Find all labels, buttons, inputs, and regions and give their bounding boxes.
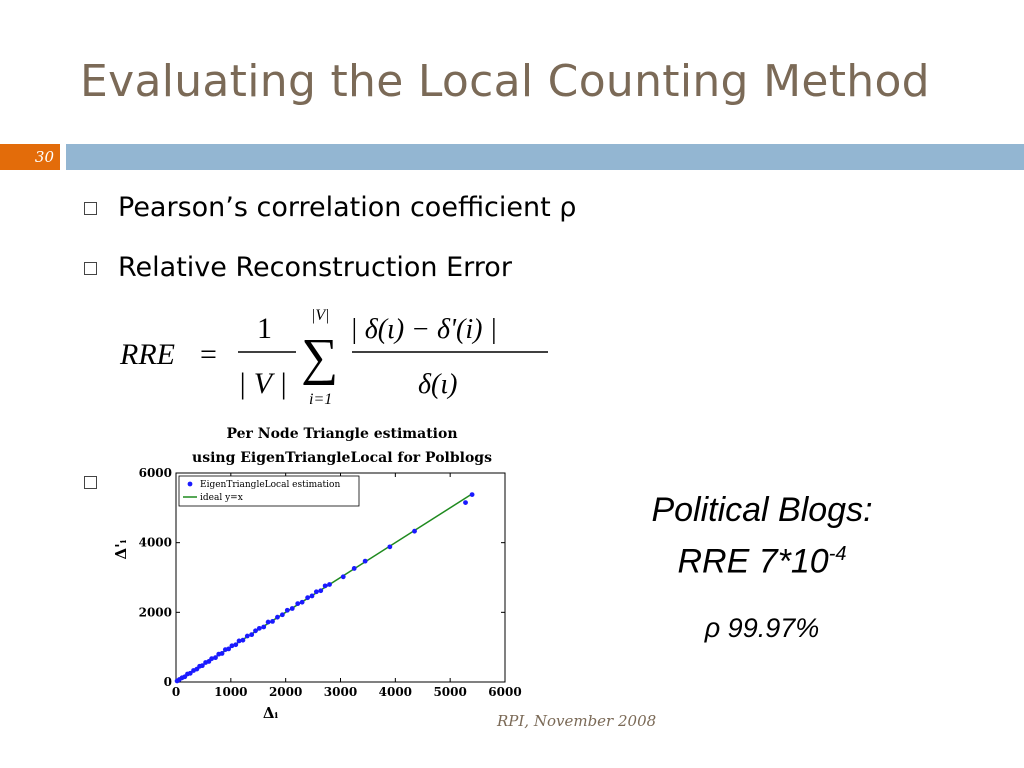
y-tick-label: 2000 xyxy=(138,605,172,620)
data-point xyxy=(363,559,368,564)
chart-title: Per Node Triangle estimation xyxy=(226,426,458,442)
formula-lhs: RRE xyxy=(120,338,175,371)
data-point xyxy=(318,588,323,593)
formula-numerator: | δ(ι) − δ'(i) | xyxy=(350,314,498,345)
data-point xyxy=(213,655,218,660)
slide-footer: RPI, November 2008 xyxy=(497,712,657,730)
data-point xyxy=(275,615,280,620)
x-tick-label: 2000 xyxy=(268,685,303,699)
y-tick-label: 0 xyxy=(163,675,172,689)
x-tick-label: 3000 xyxy=(323,685,358,699)
result-rre: RRE 7*10 xyxy=(677,542,829,581)
bullet-square-icon xyxy=(84,202,97,215)
result-rho: ρ 99.97% xyxy=(704,613,820,643)
data-point xyxy=(220,651,225,656)
x-tick-label: 0 xyxy=(171,685,181,699)
data-point xyxy=(341,574,346,579)
bullet-text: Pearson’s correlation coefficient ρ xyxy=(118,192,577,223)
y-tick-label: 6000 xyxy=(138,466,172,480)
rre-formula xyxy=(118,300,558,410)
x-tick-label: 6000 xyxy=(488,685,522,699)
result-line1: Political Blogs: xyxy=(651,491,873,529)
data-point xyxy=(323,583,328,588)
x-tick-label: 5000 xyxy=(433,685,467,699)
bullet-rre xyxy=(84,252,512,283)
slide-title: Evaluating the Local Counting Method xyxy=(80,56,930,107)
legend-label-ideal: ideal y=x xyxy=(200,493,243,503)
data-point xyxy=(240,638,245,643)
bullet-pearson xyxy=(84,192,576,223)
result-line2 xyxy=(592,532,932,583)
bullet-square-icon xyxy=(84,476,97,489)
data-point xyxy=(270,619,275,624)
header-rule xyxy=(66,144,1024,170)
data-point xyxy=(463,500,468,505)
slide-number: 30 xyxy=(34,148,54,166)
data-point xyxy=(249,632,254,637)
y-tick-label: 4000 xyxy=(138,535,172,550)
formula-sum-top: |V| xyxy=(311,307,330,324)
formula-denominator-v: | V | xyxy=(238,367,288,400)
chart-subtitle: using EigenTriangleLocal for Polblogs xyxy=(192,450,492,466)
data-point xyxy=(233,642,238,647)
x-tick-label: 4000 xyxy=(378,685,413,699)
data-point xyxy=(470,492,475,497)
legend-label-estimation: EigenTriangleLocal estimation xyxy=(200,480,341,490)
data-point xyxy=(352,566,357,571)
data-point xyxy=(310,594,315,599)
data-point xyxy=(245,634,250,639)
bullet-square-icon xyxy=(84,262,97,275)
data-point xyxy=(266,620,271,625)
data-point xyxy=(257,626,262,631)
y-axis-label: Δ'ᵢ xyxy=(112,539,130,560)
formula-denominator: δ(ι) xyxy=(418,369,458,400)
formula-sum-symbol: ∑ xyxy=(301,329,339,386)
formula-sum-bottom: i=1 xyxy=(309,391,333,408)
data-point xyxy=(285,608,290,613)
legend-marker-dot xyxy=(188,482,193,487)
x-axis-label: Δᵢ xyxy=(262,704,279,722)
data-point xyxy=(314,589,319,594)
data-point xyxy=(305,595,310,600)
data-point xyxy=(327,582,332,587)
result-exponent: -4 xyxy=(828,543,847,565)
data-point xyxy=(280,612,285,617)
formula-one: 1 xyxy=(257,312,272,345)
data-point xyxy=(387,544,392,549)
x-tick-label: 1000 xyxy=(214,685,248,699)
triangle-scatter-chart xyxy=(100,422,540,732)
data-point xyxy=(290,606,295,611)
data-point xyxy=(261,625,266,630)
data-point xyxy=(295,601,300,606)
result-block xyxy=(592,488,932,583)
data-point xyxy=(300,600,305,605)
data-point xyxy=(412,529,417,534)
bullet-text: Relative Reconstruction Error xyxy=(118,252,512,283)
formula-equals: = xyxy=(200,338,217,371)
